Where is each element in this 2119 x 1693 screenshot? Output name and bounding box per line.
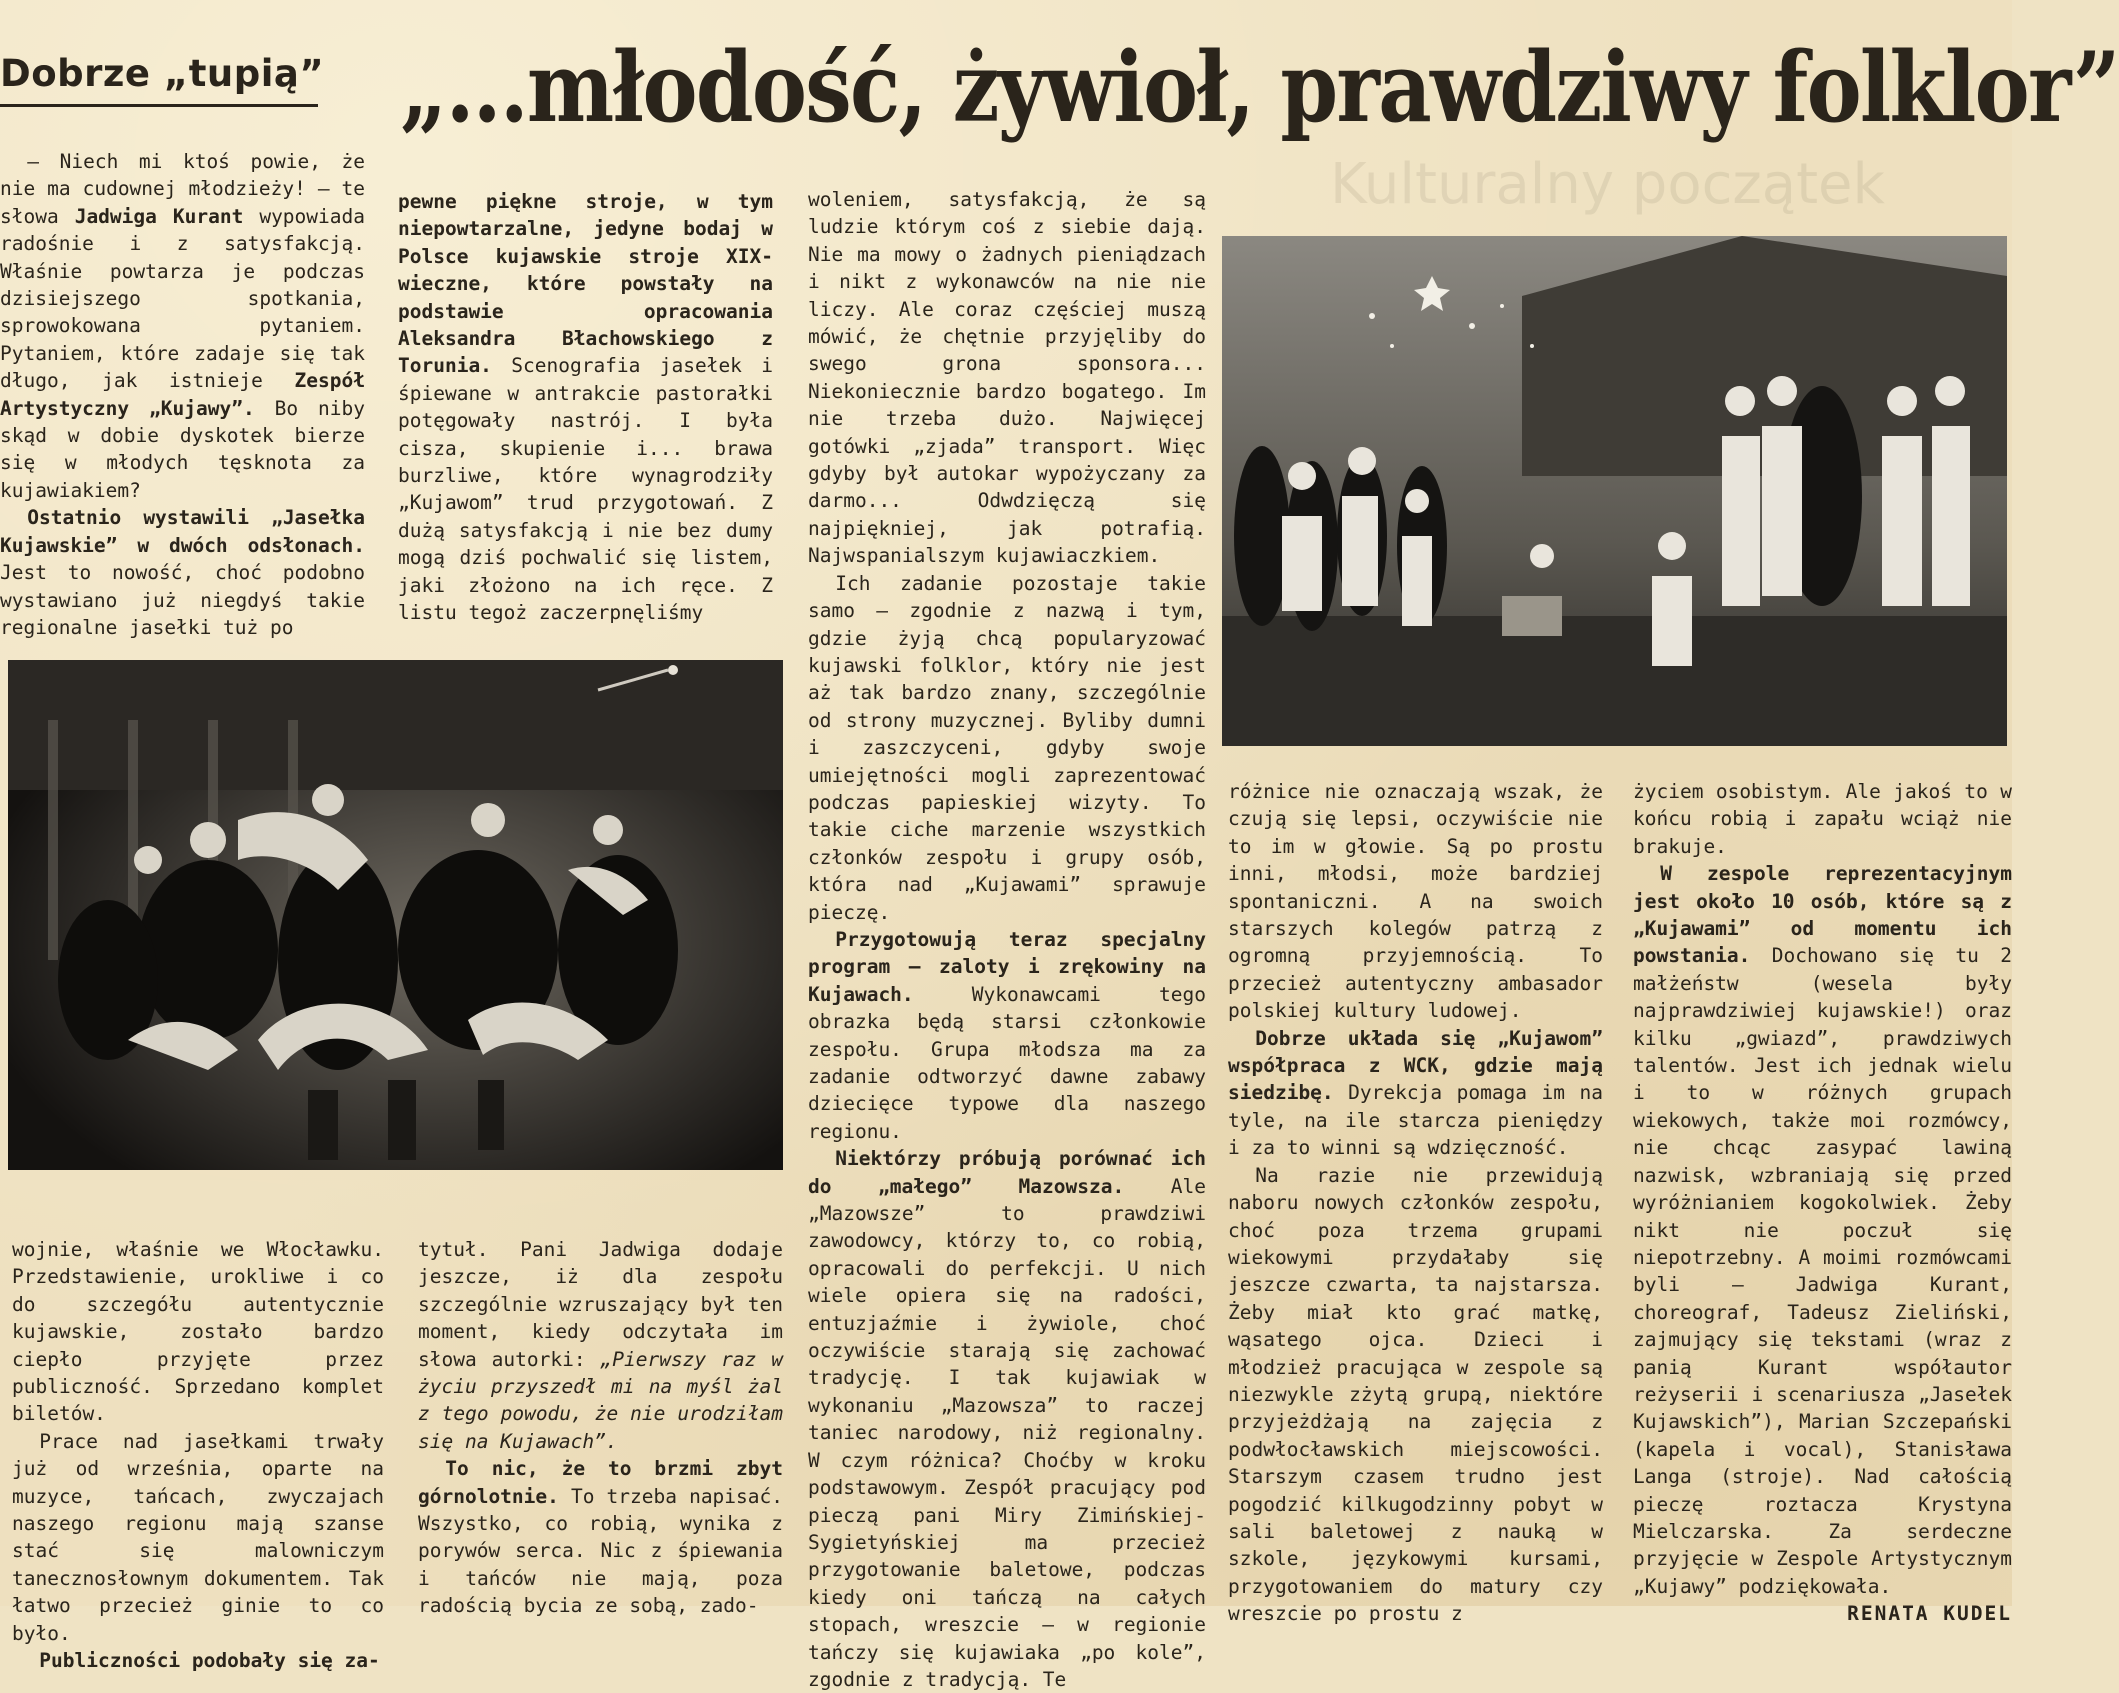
- column-1-top: [0, 148, 365, 639]
- col2b-paragraph-2: To nic, że to brzmi zbyt górnolotnie. To trzeba napisać. Wszystko, co robią, wynika z porywów serca. Nic z śpiewania i tańców nie mają, poza radością bycia ze sobą, zado-: [418, 1457, 783, 1618]
- col2b-paragraph-1: tytuł. Pani Jadwiga dodaje jeszcze, iż dla zespołu szczególnie wzruszający był ten moment, kiedy odczytała im słowa autorki: „Pierwszy raz w życiu przyszedł mi na myśl żal z tego powodu, że nie urodziłam się na Kujawach”.: [418, 1238, 783, 1453]
- nativity-image: [1222, 236, 2007, 746]
- col1b-paragraph-2: Prace nad jasełkami trwały już od września, oparte na muzyce, tańcach, zwyczajach naszego regionu mają szanse stać się malowniczym tanecznosłownym dokumentem. Tak łatwo przecież ginie to co było.: [12, 1429, 384, 1645]
- column-3: [808, 186, 1206, 1691]
- author-signature: RENATA KUDEL: [1847, 1602, 2012, 1626]
- col3-paragraph-2: Ich zadanie pozostaje takie samo — zgodnie z nazwą i tym, gdzie żyją chcą popularyzować kujawski folklor, który nie jest aż tak bardzo znany, szczególnie od strony muzycznej. Byliby dumni i zaszczyceni, gdyby swoje umiejętności mogli zaprezentować podczas papieskiej wizyty. To takie ciche marzenie wszystkich członków zespołu i grupy osób, która nad „Kujawami” sprawuje pieczę.: [808, 571, 1206, 924]
- column-4: [1228, 778, 1603, 1626]
- col4-paragraph-1: różnice nie oznaczają wszak, że czują się lepsi, oczywiście nie to im w głowie. Są po prostu inni, młodsi, może bardziej spontaniczni. A na swoich starszych kolegów patrzą z ogromną przyjemnością. To przecież autentyczny ambasador polskiej kultury ludowej.: [1228, 780, 1603, 1023]
- column-2-bottom: [418, 1236, 783, 1618]
- headline: „...młodość, żywioł, prawdziwy folklor”: [400, 31, 2119, 144]
- col1b-paragraph-3: Publiczności podobały się za-: [39, 1649, 380, 1673]
- column-5: [1633, 778, 2012, 1626]
- col5-paragraph-2: W zespole reprezentacyjnym jest około 10 osób, które są z „Kujawami” od momentu ich powstania. Dochowano się tu 2 małżeństw (wesela były najprawdziwiej kujawskie!) oraz kilku „gwiazd”, prawdziwych talentów. Jest ich jednak wielu i to w różnych grupach wiekowych, także moi rozmówcy, nie chcąc zasypać lawiną nazwisk, wzbraniają się przed wyróżnianiem kogokolwiek. Żeby nikt nie poczuł się niepotrzebny. A moimi rozmówcami byli — Jadwiga Kurant, choreograf, Tadeusz Zieliński, zajmujący się tekstami (wraz z panią Kurant współautor reżyserii i scenariusza „Jasełek Kujawskich”), Marian Szczepański (kapela i vocal), Stanisława Langa (stroje). Nad całością pieczę roztacza Krystyna Mielczarska. Za serdeczne przyjęcie w Zespole Artystycznym „Kujawy” podziękowała.: [1633, 862, 2012, 1598]
- photo-nativity-scene: [1222, 236, 2007, 746]
- kicker-rule: [0, 104, 318, 107]
- col1-paragraph-2: Ostatnio wystawili „Jasełka Kujawskie” w dwóch odsłonach. Jest to nowość, choć podobno wystawiano już niegdyś takie regionalne jasełki tuż po: [0, 506, 365, 639]
- col3-paragraph-1: woleniem, satysfakcją, że są ludzie którym coś z siebie dają. Nie ma mowy o żadnych pieniądzach i nikt z wykonawców na nie nie liczy. Ale coraz częściej muszą mówić, że chętnie przyjęliby do swego grona sponsora... Niekoniecznie bardzo bogatego. Im nie trzeba dużo. Najwięcej gotówki „zjada” transport. Więc gdyby był autokar wypożyczany za darmo... Odwdzięczą się najpiękniej, jak potrafią. Najwspanialszym kujawiaczkiem.: [808, 188, 1206, 568]
- col1b-paragraph-1: wojnie, właśnie we Włocławku. Przedstawienie, urokliwe i co do szczegółu autentycznie kujawskie, zostało bardzo ciepło przyjęte przez publiczność. Sprzedano komplet biletów.: [12, 1238, 384, 1426]
- column-1-bottom: [12, 1236, 384, 1673]
- column-2-top: [398, 188, 773, 625]
- kicker-title: Dobrze „tupią”: [0, 52, 325, 95]
- col4-paragraph-2: Dobrze układa się „Kujawom” współpraca z WCK, gdzie mają siedzibę. Dyrekcja pomaga im na tyle, na ile starcza pieniędzy i za to winni są wdzięczność.: [1228, 1026, 1603, 1160]
- col1-paragraph-1: — Niech mi ktoś powie, że nie ma cudownej młodzieży! — te słowa Jadwiga Kurant wypowiada radośnie i z satysfakcją. Właśnie powtarza je podczas dzisiejszego spotkania, sprowokowana pytaniem. Pytaniem, które zadaje się tak długo, jak istnieje Zespół Artystyczny „Kujawy”. Bo niby skąd w dobie dyskotek bierze się w młodych tęsknota za kujawiakiem?: [0, 150, 365, 502]
- col3-paragraph-3: Przygotowują teraz specjalny program — zaloty i zrękowiny na Kujawach. Wykonawcami tego obrazka będą starsi członkowie zespołu. Grupa młodsza ma za zadanie odtworzyć dawne zabawy dziecięce typowe dla naszego regionu.: [808, 927, 1206, 1143]
- dancers-image: [8, 660, 783, 1170]
- col5-paragraph-1: życiem osobistym. Ale jakoś to w końcu robią i zapału wciąż nie brakuje.: [1633, 780, 2012, 858]
- show-through-text: Kulturalny początek: [1330, 152, 1885, 217]
- col2-paragraph-1: pewne piękne stroje, w tym niepowtarzalne, jedyne bodaj w Polsce kujawskie stroje XIX-wieczne, które powstały na podstawie opracowania Aleksandra Błachowskiego z Torunia. Scenografia jasełek i śpiewane w antrakcie pastorałki potęgowały nastrój. I była cisza, skupienie i... brawa burzliwe, które wynagrodziły „Kujawom” trud przygotowań. Z dużą satysfakcją i nie bez dumy mogą dziś pochwalić się listem, jaki złożono na ich ręce. Z listu tegoż zaczerpnęliśmy: [398, 190, 773, 625]
- col3-paragraph-4: Niektórzy próbują porównać ich do „małego” Mazowsza. Ale „Mazowsze” to prawdziwi zawodowcy, którzy to, co robią, opracowali do perfekcji. U nich wiele opiera się na radości, entuzjaźmie i żywiole, choć oczywiście starają się zachować tradycję. I tak kujawiak w wykonaniu „Mazowsza” to raczej taniec narodowy, niż regionalny. W czym różnica? Choćby w kroku podstawowym. Zespół pracujący pod pieczą pani Miry Zimińskiej-Sygietyńskiej ma przecież przygotowanie baletowe, podczas kiedy oni tańczą na całych stopach, wreszcie — w regionie tańczy się kujawiaka „po kole”, zgodnie z tradycją. Te: [808, 1147, 1206, 1691]
- photo-dancers: [8, 660, 783, 1170]
- col4-paragraph-3: Na razie nie przewidują naboru nowych członków zespołu, choć poza trzema grupami wiekowymi przydałaby się jeszcze czwarta, ta najstarsza. Żeby miał kto grać matkę, wąsatego ojca. Dzieci i młodzież pracująca w zespole są niezwykle zżytą grupą, niektóre przyjeżdżają na zajęcia z podwłocławskich miejscowości. Starszym czasem trudno jest pogodzić kilkugodzinny pobyt w sali baletowej z nauką w szkole, językowymi kursami, przygotowaniem do matury czy wreszcie po prostu z: [1228, 1163, 1603, 1626]
